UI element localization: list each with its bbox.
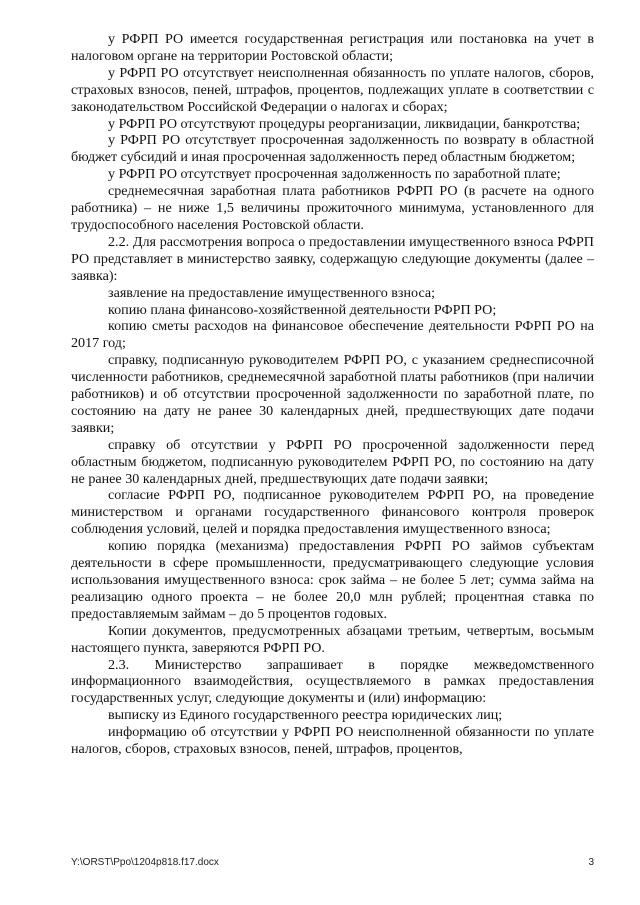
paragraph-no-budget-debt: у РФРП РО отсутствует просроченная задолженность по возврату в областной бюджет субсидий и иная просроченная задолженность перед областным бюджетом; — [71, 132, 594, 166]
paragraph-staff-certificate: справку, подписанную руководителем РФРП РО, с указанием среднесписочной численности работников, среднемесячной заработной платы работников (при наличии работников) и об отсутствии просроченной задолженности по заработной плате, по состоянию на дату не ранее 30 календарных дней, предшествующих дате подачи заявки; — [71, 352, 594, 436]
paragraph-no-tax-debt: у РФРП РО отсутствует неисполненная обязанность по уплате налогов, сборов, страховых взносов, пеней, штрафов, процентов, подлежащих уплате в соответствии с законодательством Российской Федерации о налогах и сборах; — [71, 64, 594, 115]
paragraph-financial-plan: копию плана финансово-хозяйственной деятельности РФРП РО; — [108, 301, 497, 318]
paragraph-copies-certified: Копии документов, предусмотренных абзацами третьим, четвертым, восьмым настоящего пункта, заверяются РФРП РО. — [71, 622, 594, 656]
paragraph-no-reorganization: у РФРП РО отсутствуют процедуры реорганизации, ликвидации, банкротства; — [108, 115, 581, 132]
paragraph-average-salary: среднемесячная заработная плата работников РФРП РО (в расчете на одного работника) – не ниже 1,5 величины прожиточного минимума, установленного для трудоспособного населения Ростовской области. — [71, 183, 594, 233]
paragraph-audit-consent: согласие РФРП РО, подписанное руководителем РФРП РО, на проведение министерством и органами государственного финансового контроля проверок соблюдения условий, целей и порядка предоставления имущественного взноса; — [71, 487, 594, 538]
paragraph-budget-debt-certificate: справку об отсутствии у РФРП РО просроченной задолженности перед областным бюджетом, подписанную руководителем РФРП РО, по состоянию на дату не ранее 30 календарных дней, предшествующих дате подачи заявки; — [71, 436, 594, 487]
paragraph-no-salary-debt: у РФРП РО отсутствует просроченная задолженность по заработной плате; — [108, 166, 561, 183]
paragraph-section-2-2: 2.2. Для рассмотрения вопроса о предоставлении имущественного взноса РФРП РО представляет в министерство заявку, содержащую следующие документы (далее – заявка): — [71, 233, 594, 284]
footer-file-path: Y:\ORST\Ppo\1204p818.f17.docx — [71, 857, 219, 868]
paragraph-section-2-3: 2.3. Министерство запрашивает в порядке межведомственного информационного взаимодействия, осуществляемого в рамках предоставления государственных услуг, следующие документы и (или) информацию: — [71, 656, 594, 707]
page-footer — [71, 857, 594, 868]
document-body — [71, 31, 594, 758]
paragraph-loan-procedure: копию порядка (механизма) предоставления РФРП РО займов субъектам деятельности в сфере промышленности, предусматривающего следующие условия использования имущественного взноса: срок займа – не более 5 лет; сумма займа на реализацию одного проекта – не более 20,0 млн рублей; процентная ставка по предоставляемым займам – до 5 процентов годовых. — [71, 538, 594, 622]
paragraph-state-registration: у РФРП РО имеется государственная регистрация или постановка на учет в налоговом органе на территории Ростовской области; — [71, 31, 594, 64]
paragraph-cost-estimate: копию сметы расходов на финансовое обеспечение деятельности РФРП РО на 2017 год; — [71, 318, 594, 352]
paragraph-registry-extract: выписку из Единого государственного реестра юридических лиц; — [108, 707, 503, 724]
page-number: 3 — [588, 857, 594, 868]
paragraph-tax-info: информацию об отсутствии у РФРП РО неисполненной обязанности по уплате налогов, сборов, страховых взносов, пеней, штрафов, процентов, — [71, 724, 594, 758]
paragraph-application: заявление на предоставление имущественного взноса; — [108, 284, 436, 301]
